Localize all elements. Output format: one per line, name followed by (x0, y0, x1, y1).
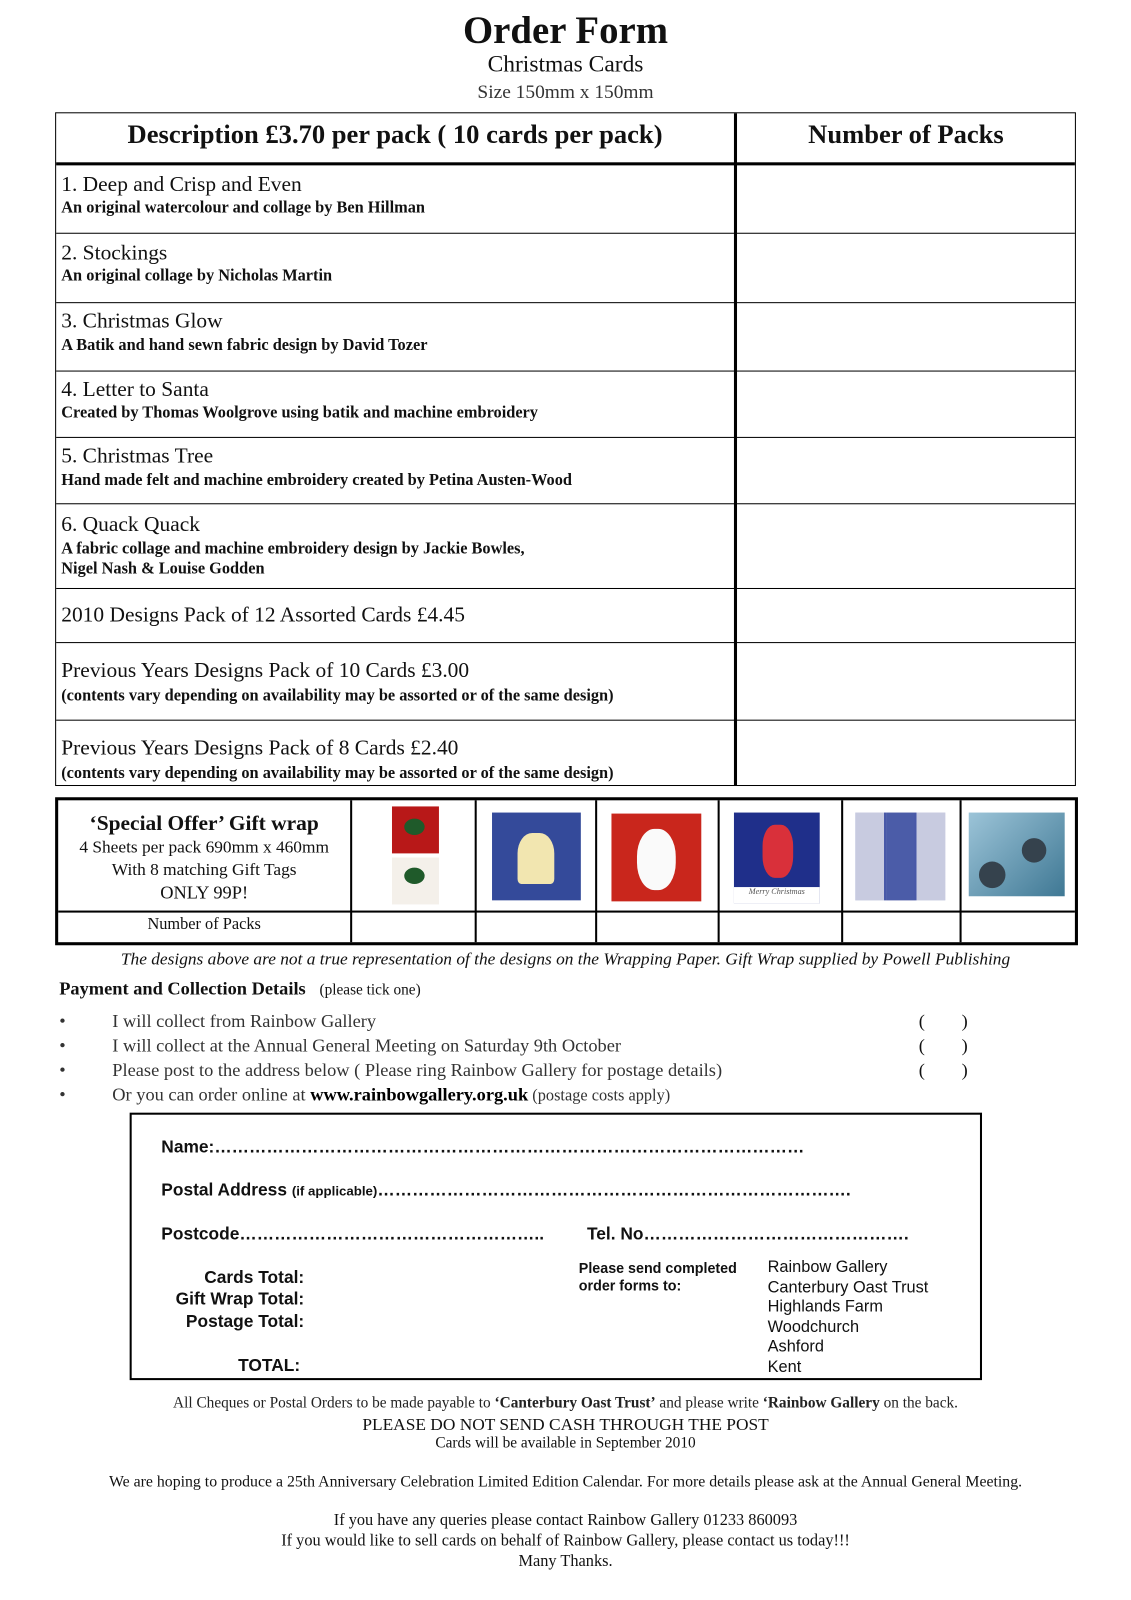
packs-label: Number of Packs (147, 915, 261, 934)
row-desc: (contents vary depending on availability may be assorted or of the same design) (61, 764, 614, 782)
row-desc: Created by Thomas Woolgrove using batik and machine embroidery (61, 404, 538, 422)
packs-input-snowman[interactable] (597, 913, 717, 942)
packs-input-angel[interactable] (477, 913, 595, 942)
queries-note: If you have any queries please contact Rainbow Gallery 01233 860093 (333, 1511, 798, 1530)
table-row (56, 303, 1075, 371)
packs-header: Number of Packs (808, 119, 1004, 150)
row-title: 1. Deep and Crisp and Even (61, 171, 302, 196)
subtitle: Christmas Cards (487, 51, 644, 77)
packs-input-holly[interactable] (352, 913, 474, 942)
thanks-note: Many Thanks. (518, 1552, 613, 1570)
row-desc: A fabric collage and machine embroidery design by Jackie Bowles, (61, 540, 525, 558)
card-size: Size 150mm x 150mm (477, 81, 654, 104)
order-table (55, 112, 1076, 786)
angel-design-image (492, 813, 581, 901)
table-row (56, 589, 1075, 643)
row-title: 6. Quack Quack (61, 511, 200, 536)
postal-address-field[interactable]: Postal Address (if applicable)………………………………………………………………………. (161, 1180, 851, 1200)
holly-berries-image (392, 857, 439, 904)
website-link[interactable]: www.rainbowgallery.org.uk (310, 1084, 529, 1105)
postcode-field[interactable]: Postcode…………………………………………….. (161, 1223, 545, 1244)
table-header (56, 113, 1075, 165)
table-row (56, 438, 1075, 504)
send-label: Please send completed order forms to: (578, 1259, 737, 1294)
row-desc: An original watercolour and collage by Ben Hillman (61, 199, 425, 217)
row-title: 2. Stockings (61, 239, 168, 265)
row-desc: An original collage by Nicholas Martin (61, 267, 333, 285)
row-title: 2010 Designs Pack of 12 Assorted Cards £4.45 (61, 602, 465, 627)
row-title: Previous Years Designs Pack of 10 Cards £3.00 (61, 657, 470, 682)
cheques-note: All Cheques or Postal Orders to be made payable to ‘Canterbury Oast Trust’ and please write ‘Rainbow Gallery on the back. (173, 1395, 958, 1412)
calendar-note: We are hoping to produce a 25th Anniversary Celebration Limited Edition Calendar. For more details please ask at the Annual General Meeting. (108, 1473, 1023, 1491)
no-cash-warning: PLEASE DO NOT SEND CASH THROUGH THE POST (362, 1414, 769, 1435)
row-title: 5. Christmas Tree (61, 443, 214, 468)
table-row (56, 372, 1075, 438)
baubles-design-image (969, 813, 1065, 897)
row-desc: Nigel Nash & Louise Godden (61, 560, 265, 578)
row-desc: Hand made felt and machine embroidery created by Petina Austen-Wood (61, 471, 572, 489)
table-row (56, 165, 1075, 233)
tick-box-post[interactable]: ( ) (918, 1059, 968, 1081)
availability-note: Cards will be available in September 2010 (435, 1435, 696, 1452)
tel-field[interactable]: Tel. No………………………………………. (586, 1223, 909, 1244)
page-title: Order Form (463, 9, 669, 53)
gift-wrap-total[interactable]: Gift Wrap Total: (175, 1289, 305, 1309)
tick-box-agm[interactable]: ( ) (918, 1035, 968, 1056)
table-row (56, 643, 1075, 721)
holly-design-image (392, 806, 439, 853)
row-desc: (contents vary depending on availability may be assorted or of the same design) (61, 686, 614, 705)
grand-total[interactable]: TOTAL: (238, 1355, 301, 1376)
gift-wrap-note: The designs above are not a true representation of the designs on the Wrapping Paper. Gift Wrap supplied by Powell Publishing (120, 949, 1011, 969)
column-divider (734, 113, 737, 785)
packs-input-baubles[interactable] (962, 913, 1074, 942)
description-header: Description £3.70 per pack ( 10 cards per pack) (127, 119, 663, 150)
row-desc: A Batik and hand sewn fabric design by David Tozer (61, 336, 428, 355)
gift-wrap-title: ‘Special Offer’ Gift wrap (89, 810, 319, 836)
row-title: Previous Years Designs Pack of 8 Cards £2.40 (61, 734, 459, 760)
payment-title: Payment and Collection Details (please tick one) (59, 977, 421, 999)
santa-design-image: Merry Christmas (734, 813, 820, 904)
gift-wrap-table (55, 797, 1078, 945)
row-title: 4. Letter to Santa (61, 376, 209, 402)
postal-address: Rainbow Gallery Canterbury Oast Trust Highlands Farm Woodchurch Ashford Kent (767, 1258, 929, 1376)
table-row (56, 504, 1075, 589)
cards-total[interactable]: Cards Total: (204, 1267, 305, 1288)
packs-input-penguin[interactable] (843, 913, 959, 942)
gift-wrap-price: ONLY 99P! (160, 881, 249, 903)
packs-input-santa[interactable] (720, 913, 841, 942)
postage-total[interactable]: Postage Total: (185, 1311, 305, 1332)
row-title: 3. Christmas Glow (61, 308, 223, 333)
table-row (56, 234, 1075, 303)
penguin-pattern-image (855, 813, 945, 901)
details-form (130, 1113, 982, 1380)
table-row (56, 721, 1075, 784)
snowman-design-image (611, 814, 701, 902)
name-field[interactable]: Name:………………………………………………………………………………………… (161, 1137, 805, 1157)
tick-box-gallery[interactable]: ( ) (918, 1010, 968, 1032)
gift-wrap-tags: With 8 matching Gift Tags (111, 859, 297, 879)
gift-wrap-size: 4 Sheets per pack 690mm x 460mm (79, 837, 329, 857)
sell-note: If you would like to sell cards on behalf of Rainbow Gallery, please contact us today!!! (281, 1532, 850, 1550)
